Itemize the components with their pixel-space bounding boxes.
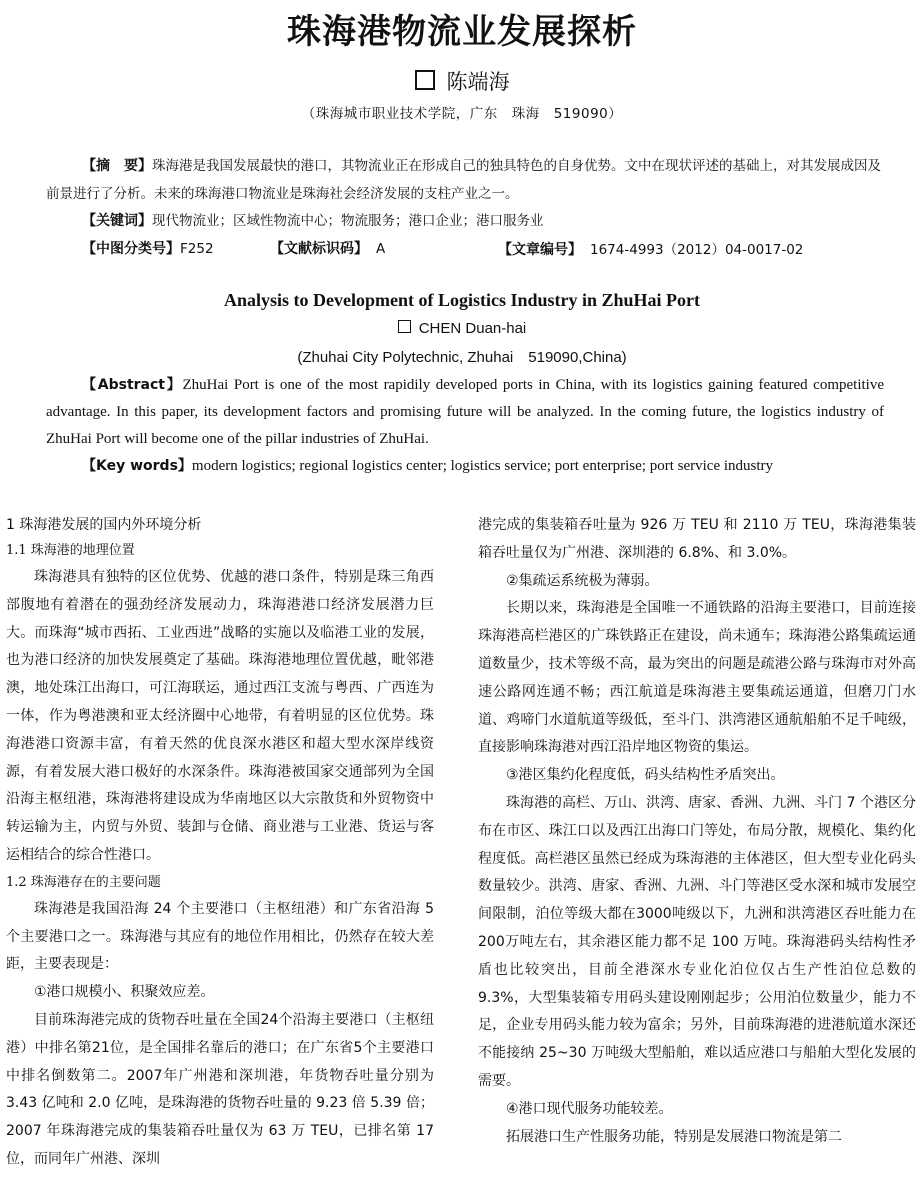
section-heading: 1 珠海港发展的国内外环境分析 [6, 517, 202, 533]
article-label: 【文章编号】 [498, 242, 582, 258]
body-right-column [478, 512, 916, 1151]
doc-value: A [376, 241, 386, 257]
doc-label: 【文献标识码】 [270, 241, 368, 257]
paragraph: 港完成的集装箱吞吐量为 926 万 TEU 和 2110 万 TEU，珠海港集装箱吞吐量仅为广州港、深圳港的 6.8%、和 3.0%。 [478, 517, 916, 561]
square-icon [415, 70, 435, 90]
english-author: CHEN Duan-hai [418, 320, 527, 337]
clc-label: 【中图分类号】 [82, 241, 180, 257]
page-title: 珠海港物流业发展探析 [287, 12, 637, 52]
subsection-heading: 1.2 珠海港存在的主要问题 [6, 874, 161, 890]
english-abstract-text: ZhuHai Port is one of the most rapidily developed ports in China, with its logistics gaining featured competitive advantage. In this paper, its development factors and promising future will be analyzed. In the coming future, the logistics industry of ZhuHai Port will become one of the pillar industries of ZhuHai. [46, 377, 884, 447]
paragraph: 珠海港具有独特的区位优势、优越的港口条件，特别是珠三角西部腹地有着潜在的强劲经济发展动力，珠海港港口经济发展潜力巨大。而珠海“城市西拓、工业西进”战略的实施以及临港工业的发展，也为港口经济的加快发展奠定了基础。珠海港地理位置优越，毗邻港澳，地处珠江出海口，可江海联运，通过西江支流与粤西、广西连为一体，作为粤港澳和亚太经济圈中心地带，有着明显的区位优势。珠海港港口资源丰富，有着天然的优良深水港区和超大型水深岸线资源，有着发展大港口极好的水深条件。珠海港被国家交通部列为全国沿海主枢纽港，珠海港将建设成为华南地区以大宗散货和外贸物资中转运输为主，内贸与外贸、装卸与仓储、商业港与工业港、货运与客运相结合的综合性港口。 [6, 569, 434, 863]
clc-value: F252 [180, 241, 214, 257]
body-left-column [6, 512, 434, 1174]
english-title: Analysis to Development of Logistics Industry in ZhuHai Port [223, 290, 701, 310]
paragraph: 目前珠海港完成的货物吞吐量在全国24个沿海主要港口（主枢纽港）中排名第21位，是全国排名靠后的港口；在广东省5个主要港口中排名倒数第二。2007年广州港和深圳港，年货物吞吐量分别为 3.43 亿吨和 2.0 亿吨，是珠海港的货物吞吐量的 9.23 倍 5.39 倍；2007 年珠海港完成的集装箱吞吐量仅为 63 万 TEU，已排名第 17 位，而同年广州港、深圳 [6, 1011, 434, 1167]
author-name: 陈端海 [446, 70, 510, 94]
affiliation: （珠海城市职业技术学院，广东 珠海 519090） [301, 106, 623, 122]
doc-code [270, 238, 385, 258]
english-keywords [82, 455, 773, 475]
list-item: ②集疏运系统极为薄弱。 [506, 572, 659, 589]
list-item: ④港口现代服务功能较差。 [506, 1100, 673, 1117]
abstract-cn-text: 珠海港是我国发展最快的港口，其物流业正在形成自己的独具特色的自身优势。文中在现状评述的基础上，对其发展成因及前景进行了分析。未来的珠海港口物流业是珠海社会经济发展的支柱产业之一。 [46, 158, 881, 202]
author-line [0, 66, 924, 96]
paragraph: 长期以来，珠海港是全国唯一不通铁路的沿海主要港口，目前连接珠海港高栏港区的广珠铁路正在建设，尚未通车；珠海港公路集疏运通道数量少，技术等级不高，最为突出的问题是疏港公路与珠海市对外高速公路网连通不畅；西江航道是珠海港主要集疏运通道，但磨刀门水道、鸡啼门水道航道等级低，至斗门、洪湾港区通航船舶不足千吨级，直接影响珠海港对西江沿岸地区物资的集运。 [478, 600, 916, 756]
square-icon [398, 320, 411, 333]
paragraph: 珠海港是我国沿海 24 个主要港口（主枢纽港）和广东省沿海 5 个主要港口之一。珠海港与其应有的地位作用相比，仍然存在较大差距，主要表现是： [6, 900, 434, 973]
article-number [498, 238, 803, 259]
subsection-heading: 1.1 珠海港的地理位置 [6, 543, 135, 558]
english-keywords-label: 【Key words】 [82, 458, 192, 474]
list-item: ①港口规模小、积聚效应差。 [34, 984, 215, 1001]
english-keywords-text: modern logistics; regional logistics center; logistics service; port enterprise; port service industry [191, 458, 774, 474]
english-abstract-label: 【Abstract】 [82, 377, 183, 393]
list-item: ③港区集约化程度低，码头结构性矛盾突出。 [506, 767, 785, 784]
english-affiliation: (Zhuhai City Polytechnic, Zhuhai 519090,China) [297, 349, 627, 366]
keywords-cn-text: 现代物流业；区域性物流中心；物流服务；港口企业；港口服务业 [152, 213, 544, 229]
keywords-cn [82, 209, 544, 230]
clc-number [82, 238, 214, 258]
paragraph: 拓展港口生产性服务功能，特别是发展港口物流是第二 [506, 1128, 842, 1145]
english-author-line [0, 320, 924, 337]
english-abstract [46, 372, 884, 453]
keywords-cn-label: 【关键词】 [82, 213, 152, 229]
abstract-cn [46, 152, 884, 208]
paragraph: 珠海港的高栏、万山、洪湾、唐家、香洲、九洲、斗门 7 个港区分布在市区、珠江口以及西江出海口门等处，布局分散，规模化、集约化程度低。高栏港区虽然已经成为珠海港的主体港区，但大型专业化码头数量较少。洪湾、唐家、香洲、九洲、斗门等港区受水深和城市发展空间限制，泊位等级大都在3000吨级以下，九洲和洪湾港区吞吐能力在200万吨左右，其余港区能力都不足 100 万吨。珠海港码头结构性矛盾也比较突出，目前全港深水专业化泊位仅占生产性泊位总数的 9.3%，大型集装箱专用码头建设刚刚起步；公用泊位数量少，能力不足，企业专用码头能力较为富余；另外，目前珠海港的进港航道水深还不能接纳 25~30 万吨级大型船舶，难以适应港口与船舶大型化发展的需要。 [478, 794, 916, 1089]
abstract-cn-label: 【摘 要】 [82, 158, 152, 174]
article-value: 1674-4993（2012）04-0017-02 [590, 242, 804, 258]
